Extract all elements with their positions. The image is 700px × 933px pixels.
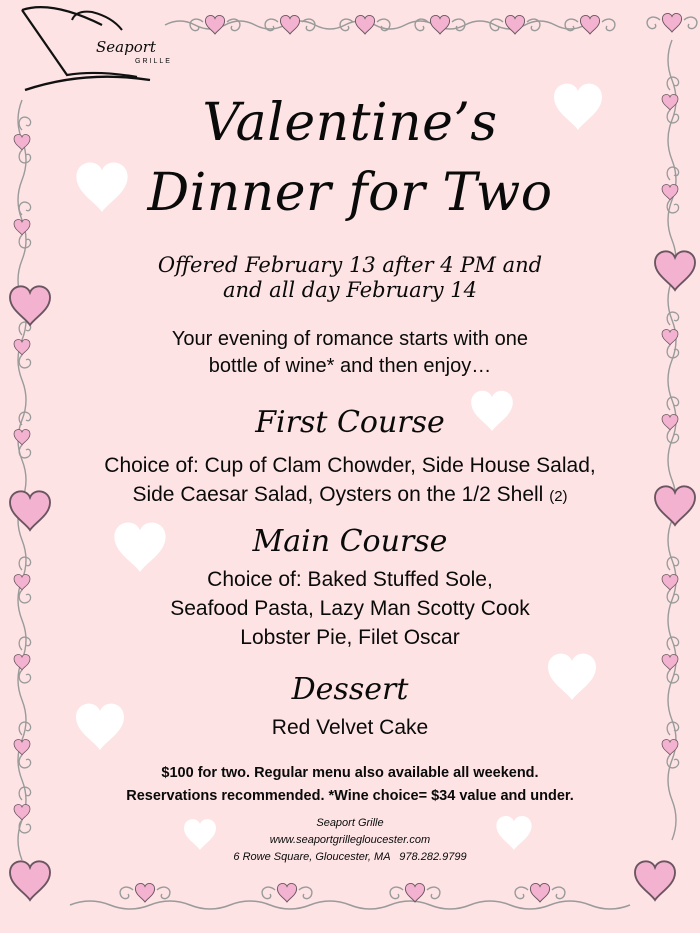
- title-line-1: Valentine’s: [202, 93, 498, 153]
- contact-name: Seaport Grille: [316, 817, 384, 829]
- first-course-line-2: [0, 481, 700, 512]
- main-course-line-1: Choice of: Baked Stuffed Sole,: [207, 568, 493, 591]
- main-course-line-2: Seafood Pasta, Lazy Man Scotty Cook: [170, 597, 530, 620]
- intro-line-2: bottle of wine* and then enjoy…: [208, 355, 492, 377]
- offered-line-1: Offered February 13 after 4 PM and: [157, 253, 543, 277]
- first-course-note: (2): [549, 488, 568, 505]
- seaport-grille-logo: [10, 2, 180, 92]
- first-course-heading: First Course: [255, 405, 445, 440]
- first-course-line-1: Choice of: Cup of Clam Chowder, Side House Salad,: [104, 454, 596, 477]
- dessert-line-1: Red Velvet Cake: [271, 716, 429, 739]
- intro-line-1: Your evening of romance starts with one: [171, 328, 529, 350]
- fine-print-line-2: Reservations recommended. *Wine choice= $34 value and under.: [126, 788, 574, 804]
- contact-address: 6 Rowe Square, Gloucester, MA 978.282.9799: [233, 851, 467, 863]
- dessert-heading: Dessert: [291, 672, 409, 707]
- first-course-line-2-text: Side Caesar Salad, Oysters on the 1/2 Shell: [132, 483, 544, 506]
- main-course-heading: Main Course: [252, 524, 448, 559]
- main-course-line-3: Lobster Pie, Filet Oscar: [240, 626, 460, 649]
- title-line-2: Dinner for Two: [147, 163, 553, 223]
- fine-print-line-1: $100 for two. Regular menu also available all weekend.: [161, 765, 539, 781]
- offered-line-2: and all day February 14: [223, 278, 477, 302]
- logo-name: Seaport: [96, 38, 156, 56]
- logo-sub: GRILLE: [135, 58, 172, 65]
- contact-website[interactable]: www.seaportgrillegloucester.com: [269, 834, 431, 846]
